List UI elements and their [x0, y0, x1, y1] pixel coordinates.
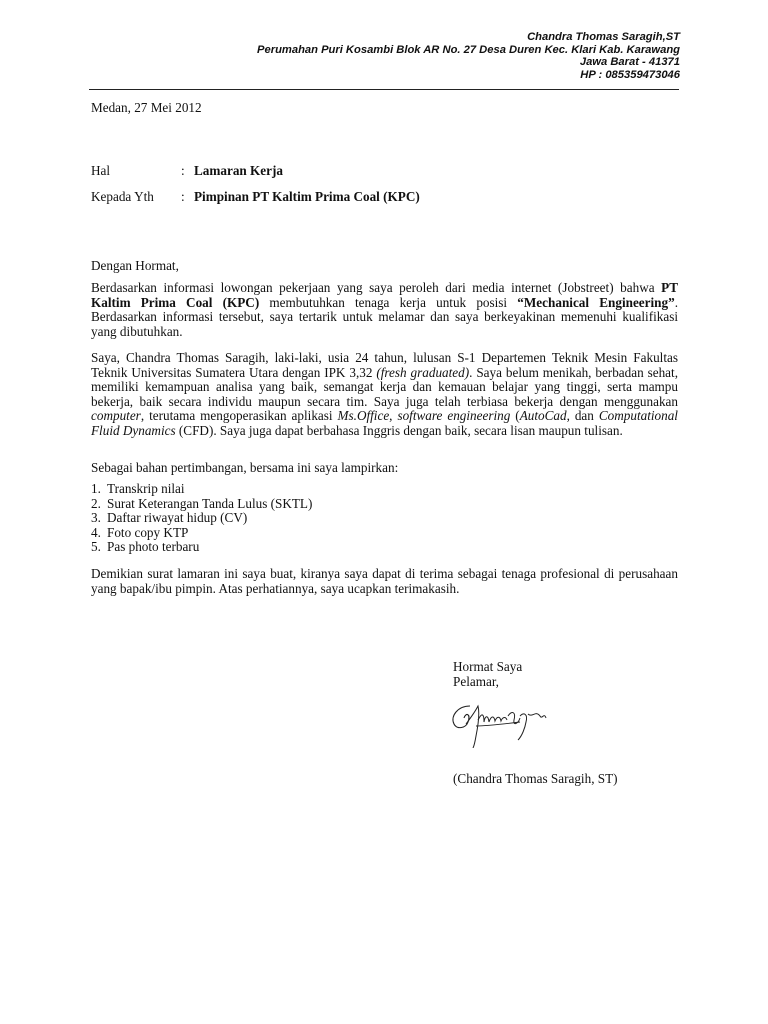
closing-block: [453, 660, 713, 689]
position-name: “Mechanical Engineering”: [517, 294, 675, 310]
subject-value: Lamaran Kerja: [194, 163, 283, 178]
subject-separator: :: [181, 163, 185, 178]
list-item: 1. Transkrip nilai: [91, 481, 185, 496]
p1-text-1: Berdasarkan informasi lowongan pekerjaan yang saya peroleh dari media internet (Jobstreet) bahwa: [91, 280, 662, 295]
p2-italic-6: Computational Fluid Dynamics: [91, 408, 678, 438]
p2-italic-5: AutoCad: [519, 408, 567, 423]
sender-phone: HP : 085359473046: [580, 68, 680, 81]
p2-italic-1: (fresh graduated): [376, 364, 470, 380]
greeting: Dengan Hormat,: [91, 258, 179, 273]
paragraph-attachments-intro: Sebagai bahan pertimbangan, bersama ini saya lampirkan:: [91, 460, 399, 475]
sender-address: Perumahan Puri Kosambi Blok AR No. 27 Desa Duren Kec. Klari Kab. Karawang: [257, 43, 680, 56]
letterhead-divider: [89, 89, 679, 90]
subject-row: [91, 164, 491, 179]
subject-label: Hal: [91, 163, 111, 178]
signer-name: (Chandra Thomas Saragih, ST): [453, 771, 618, 786]
recipient-separator: :: [181, 189, 185, 204]
p2-text-1: Saya, Chandra Thomas Saragih, laki-laki, usia 24 tahun, lulusan S-1 Departemen Teknik Mesin Fakultas Teknik Universitas Sumatera Utara dengan IPK 3,32: [91, 350, 678, 380]
sender-region: Jawa Barat - 41371: [579, 56, 680, 69]
paragraph-closing: Demikian surat lamaran ini saya buat, kiranya saya dapat di terima sebagai tenaga profesional di perusahaan yang bapak/ibu pimpin. Atas perhatiannya, saya ucapkan terimakasih.: [91, 566, 678, 596]
p2-text-5: (: [510, 408, 520, 423]
p2-text-6: , dan: [566, 408, 599, 423]
p2-italic-2: computer: [91, 408, 141, 423]
recipient-value: Pimpinan PT Kaltim Prima Coal (KPC): [194, 189, 420, 204]
p2-italic-4: software engineering: [397, 408, 511, 423]
list-item: 4. Foto copy KTP: [91, 524, 189, 540]
closing-role: Pelamar,: [453, 673, 499, 689]
paragraph-opening: [91, 281, 678, 339]
p2-text-4: ,: [389, 408, 398, 423]
letterhead: [120, 31, 680, 81]
p2-text-2: . Saya belum menikah, berbadan sehat, memiliki kemampuan analisa yang baik, semangat kerja dan kemauan belajar yang tinggi, serta mampu bekerja, baik secara individu maupun secara tim. Saya juga telah terbiasa bekerja dengan menggunakan: [91, 364, 678, 409]
signature-image: [448, 692, 568, 748]
sender-name: Chandra Thomas Saragih,ST: [527, 31, 680, 43]
paragraph-profile: [91, 351, 678, 438]
attachment-list: [91, 482, 678, 555]
company-name: PT Kaltim Prima Coal (KPC): [91, 280, 678, 310]
p1-text-3: . Berdasarkan informasi tersebut, saya tertarik untuk melamar dan saya berkeyakinan memenuhi kualifikasi yang dibutuhkan.: [91, 294, 678, 339]
list-item: 2. Surat Keterangan Tanda Lulus (SKTL): [91, 495, 313, 511]
p2-text-3: , terutama mengoperasikan aplikasi: [140, 408, 338, 423]
p1-text-2: membutuhkan tenaga kerja untuk posisi: [259, 294, 518, 310]
list-item: 5. Pas photo terbaru: [91, 539, 200, 554]
p2-text-7: (CFD). Saya juga dapat berbahasa Inggris dengan baik, secara lisan maupun tulisan.: [175, 422, 623, 438]
letter-date: Medan, 27 Mei 2012: [91, 100, 202, 115]
recipient-row: [91, 190, 491, 205]
list-item: 3. Daftar riwayat hidup (CV): [91, 510, 248, 525]
p2-italic-3: Ms.Office: [337, 408, 390, 423]
recipient-label: Kepada Yth: [91, 189, 154, 204]
closing-salutation: Hormat Saya: [453, 659, 523, 674]
